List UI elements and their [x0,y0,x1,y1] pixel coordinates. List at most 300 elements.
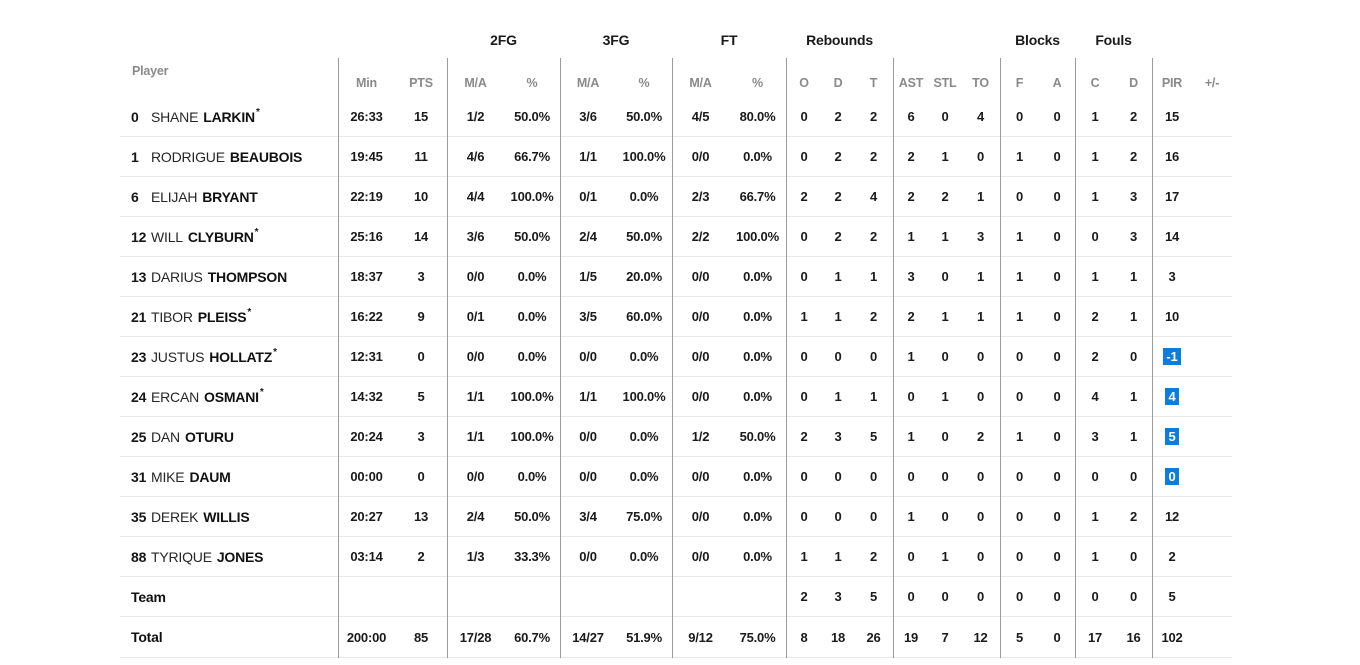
stat-ft-ma: 2/2 [691,229,710,244]
stat-foul-c: 0 [1091,589,1099,604]
total-row [120,617,1232,658]
stat-stl: 0 [941,269,949,284]
stat-foul-c: 3 [1091,429,1099,444]
stat-ast: 6 [907,109,915,124]
stat-reb-o: 0 [800,389,808,404]
pir-value-selected: 0 [1165,468,1178,485]
jersey-number: 12 [131,228,147,245]
column-header-reb-o: O [799,76,809,90]
stat-ast: 2 [907,149,915,164]
stat-to: 0 [976,349,985,364]
stat-fg2-ma: 4/6 [466,149,485,164]
player-cell [120,457,338,496]
player-first-name: DAN [151,428,180,445]
player-first-name: WILL [151,228,183,245]
stat-ft-ma: 4/5 [691,109,710,124]
stat-fg3-pct: 51.9% [626,629,662,645]
stat-reb-o: 0 [800,229,808,244]
starter-marker-icon: * [247,307,252,318]
stat-fg3-ma: 0/0 [579,469,597,484]
stat-reb-o: 8 [800,629,808,645]
jersey-number: 6 [131,188,139,205]
jersey-number: 21 [131,308,147,325]
stat-min: 00:00 [350,469,383,484]
player-last-name: BRYANT [202,188,258,205]
column-divider [786,58,787,658]
player-last-name: THOMPSON [207,268,287,285]
stat-foul-c: 1 [1091,189,1099,204]
table-row [120,537,1232,577]
pir-value-selected: 5 [1165,428,1178,445]
player-cell [120,177,338,216]
stat-min: 25:16 [350,229,383,244]
stat-ft-pct: 0.0% [743,309,772,324]
stat-ft-pct: 0.0% [743,509,772,524]
stat-reb-d: 0 [834,349,842,364]
stat-pir [1152,297,1192,336]
pir-value: 15 [1164,109,1180,124]
jersey-number: 13 [131,268,147,285]
stat-reb-t: 0 [869,469,878,484]
stat-blk-a: 0 [1053,349,1061,364]
stat-fg2-pct: 60.7% [514,629,550,645]
stat-ast: 19 [903,629,919,645]
table-row [120,457,1232,497]
stat-reb-t: 26 [866,629,881,645]
stat-blk-f: 5 [1015,629,1024,645]
stat-fg3-ma: 0/1 [579,189,597,204]
column-header-2fg-pct: % [526,76,538,90]
column-header-reb-t: T [869,76,878,90]
player-first-name: TIBOR [151,308,193,325]
stat-reb-t: 2 [869,149,878,164]
stat-foul-d: 2 [1129,509,1138,524]
stat-pts: 5 [417,389,425,404]
stat-fg3-ma: 3/5 [579,309,597,324]
stat-stl: 2 [941,189,949,204]
stat-fg2-ma: 17/28 [459,629,492,645]
stat-plus-minus [1192,417,1232,456]
column-divider [447,58,448,658]
stat-fg3-ma: 1/5 [579,269,597,284]
stat-ft-pct: 0.0% [743,549,772,564]
stat-pir [1152,457,1192,496]
stat-pts: 9 [417,309,425,324]
stat-pir [1152,217,1192,256]
stat-reb-t: 0 [869,349,878,364]
stat-plus-minus [1192,377,1232,416]
stat-foul-c: 2 [1091,349,1099,364]
player-last-name: OTURU [184,428,234,445]
stat-ast: 0 [907,469,915,484]
stat-min: 16:22 [350,309,383,324]
player-cell [120,217,338,256]
stat-pts: 2 [417,549,425,564]
player-last-name: WILLIS [203,508,250,525]
stat-reb-d: 2 [834,229,842,244]
table-row [120,257,1232,297]
stat-reb-d: 1 [834,269,842,284]
stat-foul-c: 1 [1091,149,1099,164]
stat-reb-d: 3 [834,589,842,604]
stat-reb-o: 0 [800,149,808,164]
stat-reb-d: 2 [834,189,842,204]
group-header-blocks: Blocks [1015,32,1060,48]
stat-stl: 1 [941,149,949,164]
player-cell [120,297,338,336]
stat-blk-a: 0 [1053,629,1061,645]
stat-fg2-ma: 0/0 [466,469,485,484]
stat-pts: 15 [413,109,429,124]
table-row [120,97,1232,137]
stat-foul-c: 0 [1091,469,1099,484]
stat-pir [1152,177,1192,216]
starter-marker-icon: * [254,227,259,238]
stat-fg2-pct: 33.3% [514,549,550,564]
stat-fg3-pct: 0.0% [629,349,659,364]
table-row [120,297,1232,337]
stat-fg3-pct: 50.0% [626,229,662,244]
stat-stl: 0 [941,509,949,524]
stat-reb-d: 2 [834,109,842,124]
stat-ast: 0 [907,549,915,564]
stat-fg2-pct: 0.0% [517,309,547,324]
stat-reb-t: 4 [869,189,878,204]
player-first-name: RODRIGUE [151,148,225,165]
stat-ft-pct: 0.0% [743,149,772,164]
stat-reb-d: 2 [834,149,842,164]
stat-ft-ma: 0/0 [691,149,710,164]
table-row [120,177,1232,217]
column-divider [1075,58,1076,658]
stat-fg2-ma [447,577,504,616]
player-last-name: DAUM [189,468,231,485]
stat-to: 0 [976,469,985,484]
stat-fg3-ma: 3/4 [579,509,597,524]
jersey-number: 23 [131,348,147,365]
column-header-foul-c: C [1090,76,1100,90]
stat-min [338,577,395,616]
stat-blk-a: 0 [1053,469,1061,484]
stat-ft-pct: 100.0% [736,229,779,244]
stat-foul-d: 1 [1129,389,1138,404]
player-cell [120,257,338,296]
team-row [120,577,1232,617]
stat-ft-ma: 0/0 [691,269,710,284]
column-divider [338,58,339,658]
stat-blk-a: 0 [1053,429,1061,444]
column-header-pts: PTS [409,76,433,90]
stat-ft-pct [729,577,786,616]
stat-foul-c: 1 [1091,109,1099,124]
player-first-name: DEREK [151,508,199,525]
stat-min: 200:00 [346,629,387,645]
stat-ast: 2 [907,189,915,204]
stat-plus-minus [1192,297,1232,336]
stat-min: 26:33 [350,109,383,124]
stat-ft-pct: 0.0% [743,469,772,484]
stat-ft-pct: 0.0% [743,389,772,404]
stat-foul-c: 2 [1091,309,1099,324]
stat-pir [1152,577,1192,616]
player-first-name: TYRIQUE [151,548,212,565]
stat-stl: 1 [941,309,949,324]
stat-fg3-ma: 3/6 [579,109,597,124]
stat-fg3-ma: 1/1 [579,389,597,404]
stat-foul-c: 1 [1091,509,1099,524]
stat-fg3-pct: 75.0% [626,509,662,524]
stat-ft-ma: 1/2 [691,429,710,444]
stat-blk-a: 0 [1053,589,1061,604]
stat-reb-t: 5 [869,429,878,444]
stat-blk-f: 1 [1015,149,1024,164]
table-row [120,417,1232,457]
jersey-number: 1 [131,148,139,165]
player-last-name: OSMANI [204,388,259,405]
stat-blk-f: 0 [1015,549,1024,564]
column-header-player: Player [132,63,169,78]
stat-fg2-ma: 4/4 [466,189,485,204]
stat-min: 19:45 [350,149,383,164]
stat-foul-c: 1 [1091,269,1099,284]
stat-blk-a: 0 [1053,389,1061,404]
player-last-name: JONES [216,548,264,565]
stat-foul-d: 16 [1126,629,1141,645]
column-header-foul-d: D [1129,76,1138,90]
stat-ft-ma: 0/0 [691,509,710,524]
stat-fg2-pct: 100.0% [510,429,554,444]
stat-ast: 3 [907,269,915,284]
player-cell [120,137,338,176]
stat-blk-a: 0 [1053,309,1061,324]
stat-plus-minus [1192,257,1232,296]
stat-ft-ma: 0/0 [691,389,710,404]
group-header-3fg: 3FG [602,32,630,48]
stat-fg3-ma: 14/27 [572,629,604,645]
stat-fg2-ma: 1/1 [466,429,485,444]
jersey-number: 31 [131,468,147,485]
column-divider [893,58,894,658]
stat-pir [1152,257,1192,296]
stat-pts: 0 [417,349,425,364]
stat-reb-t: 1 [869,389,878,404]
stat-fg2-pct: 100.0% [510,189,554,204]
stat-fg2-ma: 3/6 [466,229,485,244]
column-divider [1152,58,1153,658]
stat-blk-a: 0 [1053,189,1061,204]
team-label: Team [131,588,166,605]
stat-reb-d: 1 [834,309,842,324]
stat-pts: 85 [413,629,429,645]
stat-ast: 2 [907,309,915,324]
stat-pts: 3 [417,269,425,284]
stat-fg2-pct: 0.0% [517,349,547,364]
table-row [120,377,1232,417]
stat-foul-d: 0 [1129,589,1138,604]
stat-reb-o: 1 [800,549,808,564]
player-first-name: ERCAN [151,388,200,405]
pir-value: 102 [1161,629,1183,645]
box-score-table [120,32,1232,658]
player-last-name: HOLLATZ [209,348,273,365]
stat-reb-d: 18 [830,629,846,645]
jersey-number: 25 [131,428,147,445]
stat-plus-minus [1192,177,1232,216]
stat-plus-minus [1192,337,1232,376]
stat-fg3-pct: 0.0% [629,189,659,204]
column-header-min: Min [356,76,377,90]
stat-min: 20:27 [350,509,383,524]
player-cell [120,537,338,576]
stat-fg2-pct: 50.0% [514,509,550,524]
stat-ast: 0 [907,389,915,404]
player-cell [120,417,338,456]
stat-foul-d: 2 [1129,109,1138,124]
stat-fg3-ma: 0/0 [579,349,597,364]
stat-reb-t: 2 [869,229,878,244]
column-header-3fg-ma: M/A [576,76,600,90]
column-divider [560,58,561,658]
stat-fg3-pct: 50.0% [626,109,662,124]
player-cell [120,497,338,536]
player-last-name: BEAUBOIS [229,148,303,165]
stat-to: 3 [976,229,985,244]
stat-fg3-pct: 20.0% [626,269,662,284]
stat-reb-d: 0 [834,509,842,524]
stat-foul-c: 4 [1091,389,1099,404]
stat-fg2-pct: 50.0% [514,229,550,244]
stat-blk-a: 0 [1053,549,1061,564]
stat-blk-f: 0 [1015,589,1024,604]
player-first-name: JUSTUS [151,348,205,365]
stat-plus-minus [1192,537,1232,576]
stat-fg2-pct: 66.7% [514,149,550,164]
stat-foul-c: 0 [1091,229,1099,244]
stat-reb-d: 1 [834,549,842,564]
stat-pts: 0 [417,469,425,484]
stat-plus-minus [1192,217,1232,256]
stat-pts [395,577,447,616]
stat-ft-pct: 80.0% [739,109,776,124]
stat-reb-d: 0 [834,469,842,484]
group-header-ft: FT [720,32,738,48]
table-row [120,337,1232,377]
stat-reb-t: 5 [869,589,878,604]
stat-fg3-pct: 100.0% [622,389,666,404]
stat-pir [1152,537,1192,576]
stat-fg2-ma: 0/0 [466,269,485,284]
stat-stl: 0 [941,589,949,604]
column-header-plus-minus: +/- [1204,76,1220,90]
total-label: Total [131,629,163,645]
stat-fg2-ma: 1/2 [466,109,485,124]
stat-fg3-pct: 0.0% [629,469,659,484]
stat-ft-ma: 0/0 [691,349,710,364]
stat-fg2-ma: 2/4 [466,509,485,524]
column-header-3fg-pct: % [638,76,650,90]
stat-ft-ma: 0/0 [691,469,710,484]
group-header-fouls: Fouls [1095,32,1132,48]
stat-min: 14:32 [350,389,383,404]
column-header-ast: AST [898,76,924,90]
stat-ft-pct: 75.0% [739,629,776,645]
column-header-2fg-ma: M/A [464,76,487,90]
starter-marker-icon: * [259,387,264,398]
jersey-number: 0 [131,108,139,125]
player-last-name: LARKIN [203,108,255,125]
table-row [120,217,1232,257]
stat-pir [1152,497,1192,536]
stat-stl: 0 [941,469,949,484]
stat-reb-o: 2 [800,429,808,444]
stat-fg3-ma: 0/0 [579,429,597,444]
player-cell [120,97,338,136]
stat-to: 1 [976,269,985,284]
stat-fg2-ma: 1/1 [466,389,485,404]
stat-fg2-ma: 0/1 [466,309,485,324]
stat-to: 0 [976,589,985,604]
table-row [120,137,1232,177]
column-header-row [120,58,1232,97]
stat-reb-o: 0 [800,109,808,124]
stat-plus-minus [1192,577,1232,616]
jersey-number: 88 [131,548,147,565]
stat-foul-d: 1 [1129,309,1138,324]
stat-foul-c: 17 [1087,629,1103,645]
stat-fg3-pct: 100.0% [622,149,666,164]
stat-pts: 13 [413,509,429,524]
stat-reb-t: 0 [869,509,878,524]
stat-ft-ma: 2/3 [691,189,710,204]
stat-blk-a: 0 [1053,229,1061,244]
stat-blk-a: 0 [1053,269,1061,284]
stat-fg2-pct [504,577,560,616]
stat-min: 22:19 [350,189,383,204]
stat-fg3-pct: 60.0% [626,309,662,324]
stat-stl: 1 [941,229,949,244]
stat-reb-t: 2 [869,549,878,564]
stat-stl: 0 [941,349,949,364]
stat-ft-ma: 0/0 [691,549,710,564]
column-header-blk-a: A [1052,76,1062,90]
stat-blk-f: 1 [1015,429,1024,444]
stat-pir [1152,137,1192,176]
stat-fg3-ma: 1/1 [579,149,597,164]
stat-foul-d: 0 [1129,349,1138,364]
pir-value: 17 [1164,189,1180,204]
stat-foul-d: 3 [1129,229,1138,244]
stat-ast: 1 [907,429,915,444]
column-header-stl: STL [933,76,957,90]
pir-value: 2 [1168,549,1176,564]
stat-blk-a: 0 [1053,509,1061,524]
jersey-number: 35 [131,508,147,525]
group-header-row [120,32,1232,58]
stat-ft-ma [672,577,729,616]
stat-to: 1 [976,189,985,204]
stat-reb-o: 2 [800,189,808,204]
stat-reb-o: 0 [800,469,808,484]
pir-value: 10 [1164,309,1180,324]
stat-blk-f: 1 [1015,309,1024,324]
player-first-name: MIKE [151,468,185,485]
column-header-ft-ma: M/A [689,76,712,90]
starter-marker-icon: * [255,107,260,118]
stat-ft-pct: 50.0% [739,429,776,444]
stat-plus-minus [1192,497,1232,536]
stat-min: 03:14 [350,549,383,564]
stat-to: 0 [976,549,985,564]
